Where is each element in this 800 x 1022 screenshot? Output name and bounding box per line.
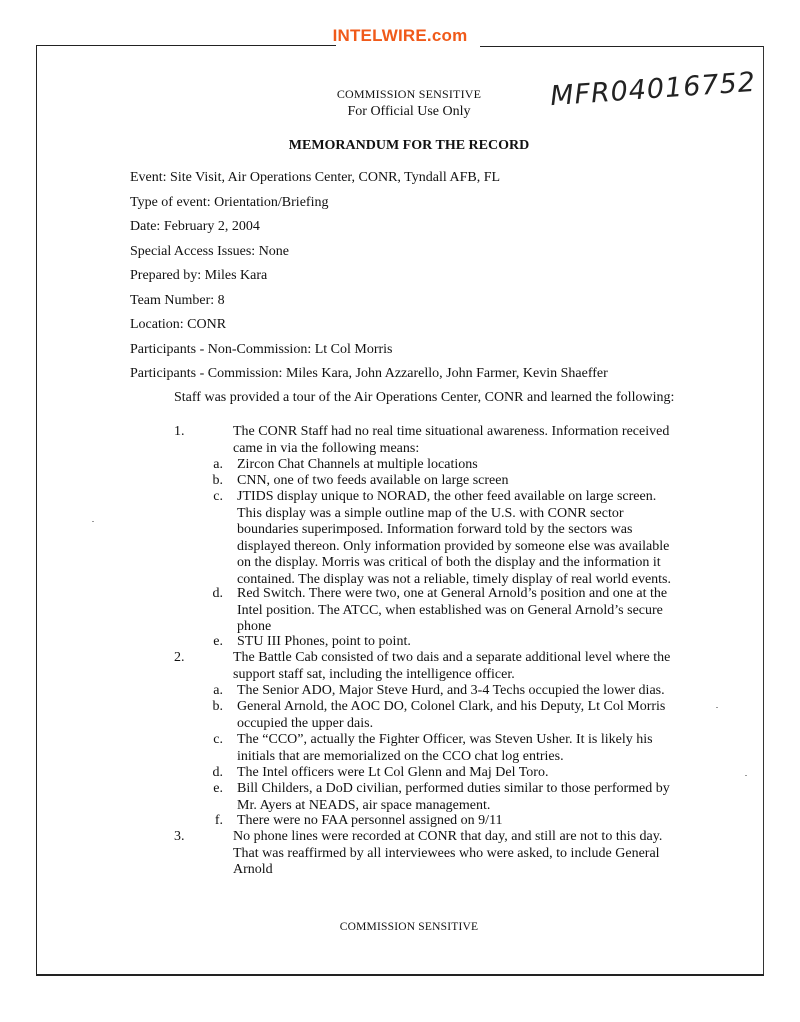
sub-letter: b. [212,699,223,714]
sub-letter: b. [212,473,223,488]
meta-type: Type of event: Orientation/Briefing [130,194,329,210]
scan-edge-top-right [480,46,764,47]
sub-letter: a. [213,457,223,472]
item-1b-text: CNN, one of two feeds available on large screen [237,473,509,488]
meta-team-number: Team Number: 8 [130,292,225,308]
classification-header: COMMISSION SENSITIVE [336,87,482,101]
item-number: 3. [174,829,185,844]
item-3-text: No phone lines were recorded at CONR that day, and still are not to this day. That was reaffirmed by all interviewees who were asked, to include General Arnold [233,829,663,877]
item-1-text: The CONR Staff had no real time situational awareness. Information received came in via the following means: [233,424,670,456]
scan-speck [716,707,718,708]
item-2a-text: The Senior ADO, Major Steve Hurd, and 3-4 Techs occupied the lower dias. [237,683,665,698]
item-2f-text: There were no FAA personnel assigned on 9/11 [237,813,503,828]
sub-letter: c. [213,489,223,504]
item-2b-text: General Arnold, the AOC DO, Colonel Clark, and his Deputy, Lt Col Morris occupied the upper dais. [237,699,666,731]
item-2e-text: Bill Childers, a DoD civilian, performed duties similar to those performed by Mr. Ayers at NEADS, air space management. [237,781,670,813]
sub-letter: f. [214,813,223,828]
item-number: 2. [174,650,185,665]
intro-paragraph: Staff was provided a tour of the Air Operations Center, CONR and learned the following: [174,390,675,405]
meta-prepared-by: Prepared by: Miles Kara [130,268,268,283]
item-1c-text: JTIDS display unique to NORAD, the other feed available on large screen. This display was a simple outline map of the U.S. with CONR sector boundaries superimposed. Information forward told by the sectors was displayed thereon. Only information provided by someone else was available on the display. Morris was critical of both the display and the information it contained. The display was not a reliable, timely display of real world events. [237,489,672,587]
meta-date: Date: February 2, 2004 [130,219,260,234]
item-1a-text: Zircon Chat Channels at multiple locations [237,457,478,472]
item-2-text: The Battle Cab consisted of two dais and a separate additional level where the support staff sat, including the intelligence officer. [233,650,671,682]
sub-letter: e. [213,634,223,649]
memo-title: MEMORANDUM FOR THE RECORD [288,138,530,153]
handling-caveat: For Official Use Only [347,104,471,119]
classification-footer: COMMISSION SENSITIVE [339,921,479,933]
meta-participants-commission: Participants - Commission: Miles Kara, John Azzarello, John Farmer, Kevin Shaeffer [130,366,608,381]
meta-event: Event: Site Visit, Air Operations Center, CONR, Tyndall AFB, FL [130,170,501,185]
scan-speck [92,521,94,522]
item-2c-text: The “CCO”, actually the Fighter Officer, was Steven Usher. It is likely his initials that are memorialized on the CCO chat log entries. [237,732,653,764]
sub-letter: c. [213,732,223,747]
meta-location: Location: CONR [130,317,227,332]
item-1e-text: STU III Phones, point to point. [237,634,411,649]
sub-letter: e. [213,781,223,796]
scan-speck [745,775,747,776]
sub-letter: d. [212,586,223,601]
sub-letter: d. [212,765,223,780]
item-number: 1. [174,424,185,439]
scan-edge-left [36,45,37,975]
item-2d-text: The Intel officers were Lt Col Glenn and Maj Del Toro. [237,765,549,780]
scan-edge-right [763,46,764,976]
meta-participants-noncommission: Participants - Non-Commission: Lt Col Morris [130,341,393,357]
meta-access: Special Access Issues: None [130,243,290,259]
item-1d-text: Red Switch. There were two, one at General Arnold’s position and one at the Intel position. The ATCC, when established was on General Arnold’s secure phone [237,586,668,634]
sub-letter: a. [213,683,223,698]
intelwire-watermark: INTELWIRE.com [332,26,468,45]
scan-edge-bottom [36,974,764,976]
handwritten-document-id: MFR04016752 [549,66,757,113]
